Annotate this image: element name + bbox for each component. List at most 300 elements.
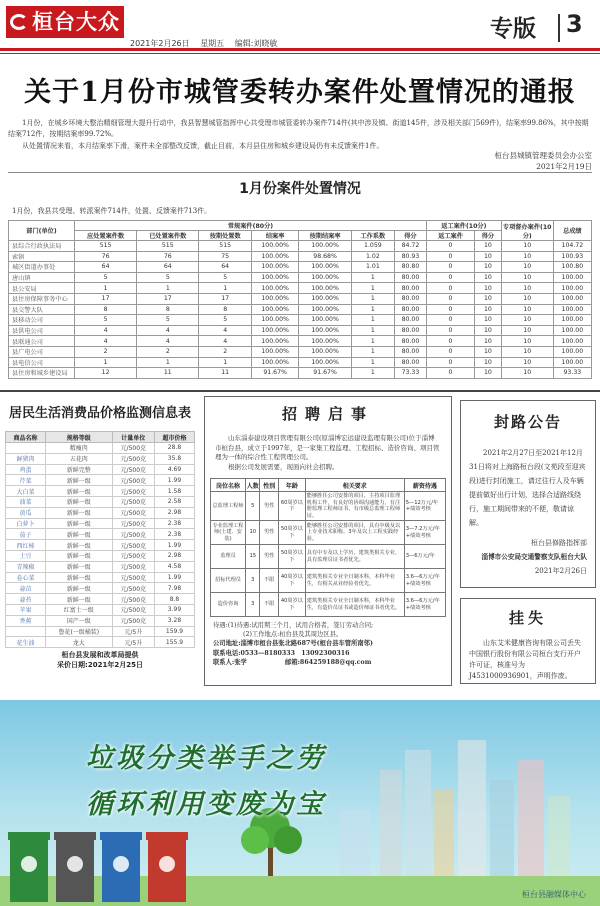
table-cell: 64: [137, 262, 199, 273]
table-cell: 男性: [260, 492, 279, 521]
table-cell: 80.00: [394, 304, 426, 315]
table-cell: 1.02: [351, 251, 394, 262]
table-cell: 1: [351, 293, 394, 304]
recruit-table: [210, 478, 446, 617]
table-cell: 4: [199, 336, 252, 347]
table-cell: 新鲜一级: [45, 518, 112, 529]
table-cell: 2.98: [154, 550, 194, 561]
table-row: [6, 496, 195, 507]
recruit-footer: [205, 617, 451, 671]
product-name-cell: 黄瓜: [6, 507, 46, 518]
table-cell: 新鲜一级: [45, 561, 112, 572]
case-column-header: 按期结案率: [299, 231, 352, 241]
garbage-bin-icon: [54, 832, 96, 902]
table-cell: 10: [475, 262, 502, 273]
product-name-cell: 茄子: [6, 529, 46, 540]
page-number: 3: [566, 10, 583, 38]
case-column-header: 已处置案件数: [137, 231, 199, 241]
table-cell: 国产一级: [45, 615, 112, 626]
product-name-cell: [6, 626, 46, 637]
table-cell: 3.28: [154, 615, 194, 626]
table-cell: 100.00%: [251, 325, 298, 336]
table-cell: 元/500克: [112, 496, 154, 507]
table-cell: 元/500克: [112, 475, 154, 486]
recruit-intro-para: 山东淄泰建设项目管理有限公司(原淄博宏远建设监理有限公司)位于淄博市桓台县，成立于1997年，是一家集工程监理、工程招标、造价咨询、项目管理为一体的综合性工程管理公司。: [215, 434, 440, 461]
product-name-cell: 苹果: [6, 604, 46, 615]
table-cell: 3: [246, 569, 260, 593]
table-row: [9, 368, 592, 379]
case-column-header: 按期处置数: [199, 231, 252, 241]
table-cell: 1.58: [154, 486, 194, 497]
table-cell: 1.059: [351, 241, 394, 252]
table-cell: 100.00%: [251, 304, 298, 315]
table-row: [9, 272, 592, 283]
recruit-column-header: 性别: [260, 479, 279, 492]
table-cell: 15: [246, 545, 260, 569]
case-column-header: 应处置案件数: [75, 231, 137, 241]
table-cell: 3.6—6万元/年+绩效考核: [404, 569, 445, 593]
table-cell: 7.98: [154, 583, 194, 594]
recruit-contact: 联系人:张学: [213, 658, 247, 666]
table-cell: 新鲜一级: [45, 572, 112, 583]
table-cell: 元/500克: [112, 583, 154, 594]
table-row: [6, 486, 195, 497]
case-column-header: 结案率: [251, 231, 298, 241]
table-cell: 100.00%: [251, 336, 298, 347]
top-rule: [0, 48, 600, 51]
table-cell: 3.6—6万元/年+绩效考核: [404, 593, 445, 617]
masthead: [0, 0, 600, 56]
table-cell: 0: [426, 251, 474, 262]
table-cell: 新鲜一级: [45, 594, 112, 605]
table-cell: 专业监理工程师(土建、安装): [211, 521, 246, 545]
table-cell: 新鲜一级: [45, 540, 112, 551]
product-name-cell: 土豆: [6, 550, 46, 561]
dept-name-cell: 县综合行政执法局: [9, 241, 75, 252]
table-row: [6, 540, 195, 551]
table-cell: 100.00: [553, 346, 591, 357]
table-cell: 100.00%: [251, 251, 298, 262]
table-row: [9, 251, 592, 262]
table-cell: 515: [137, 241, 199, 252]
table-cell: 1: [351, 336, 394, 347]
table-cell: 2: [137, 346, 199, 357]
header-return: 返工案件(10分): [426, 221, 501, 231]
closure-signature: [461, 530, 595, 578]
header-special: 专项督办案件(10分): [501, 221, 553, 241]
table-cell: 具有中专及以上学历，建筑类相关专业，具有监理员证书者优先。: [305, 545, 404, 569]
header-total: 总成绩: [553, 221, 591, 241]
table-cell: 4: [199, 325, 252, 336]
table-cell: 75: [199, 251, 252, 262]
logo-text: 桓台大众: [32, 9, 120, 34]
table-cell: 10: [246, 521, 260, 545]
issue-date: 2021年2月26日: [130, 39, 190, 48]
table-cell: 1: [199, 283, 252, 294]
recruit-column-header: 人数: [246, 479, 260, 492]
table-cell: 155.9: [154, 637, 194, 648]
table-cell: 元/500克: [112, 518, 154, 529]
dept-name-cell: 县电信公司: [9, 357, 75, 368]
table-cell: 10: [501, 368, 553, 379]
table-row: [6, 572, 195, 583]
table-cell: 元/500克: [112, 529, 154, 540]
table-cell: 新鲜完整: [45, 464, 112, 475]
table-cell: 新鲜一级: [45, 507, 112, 518]
table-cell: 100.00%: [251, 262, 298, 273]
table-cell: 10: [501, 346, 553, 357]
table-cell: 1: [137, 283, 199, 294]
case-column-header: 工作系数: [351, 231, 394, 241]
table-cell: 100.00%: [251, 272, 298, 283]
product-name-cell: 鸡蛋: [6, 464, 46, 475]
table-cell: 91.67%: [299, 368, 352, 379]
table-cell: 精瘦肉: [45, 443, 112, 454]
table-row: [9, 346, 592, 357]
table-cell: 80.93: [394, 251, 426, 262]
case-column-header: 返工案件: [426, 231, 474, 241]
banner-slogan-line1: 垃圾分类举手之劳: [86, 743, 326, 774]
table-cell: 1: [351, 315, 394, 326]
dept-name-cell: 城区街道办事处: [9, 262, 75, 273]
table-cell: 100.00%: [299, 315, 352, 326]
table-cell: 元/500克: [112, 464, 154, 475]
table-cell: 80.00: [394, 315, 426, 326]
dept-name-cell: 县联通公司: [9, 336, 75, 347]
table-cell: 10: [501, 241, 553, 252]
table-cell: 50周岁以下: [279, 521, 306, 545]
price-column-header: 商品名称: [6, 432, 46, 443]
product-name-cell: 蒜苔: [6, 594, 46, 605]
lost-title: 挂失: [508, 609, 547, 627]
table-cell: 元/500克: [112, 594, 154, 605]
table-row: [9, 241, 592, 252]
table-cell: 10: [501, 357, 553, 368]
table-cell: 龙大: [45, 637, 112, 648]
table-cell: 100.00: [553, 304, 591, 315]
price-collect-date: 采价日期:2021年2月25日: [57, 661, 143, 670]
header-routine: 常规案件(80分): [75, 221, 427, 231]
table-cell: 2.58: [154, 496, 194, 507]
table-cell: 监理员: [211, 545, 246, 569]
table-cell: 0: [426, 241, 474, 252]
table-cell: 5: [137, 315, 199, 326]
recruit-phone: 联系电话:0533—8180333 13092300316: [213, 649, 350, 657]
table-cell: 10: [501, 336, 553, 347]
case-column-header: 得分: [475, 231, 502, 241]
table-cell: 100.00%: [299, 272, 352, 283]
closure-body: 2021年2月27日至2021年12月31日将对上海路桓台段(文苑段至迎宾段)进行封闭施工，请过往行人及车辆提前做好出行计划，选择合适路线绕行，施工期间带来的不便，敬请谅解。: [469, 449, 586, 527]
table-cell: 100.00%: [299, 325, 352, 336]
recruit-email: 邮箱:864259188@qq.com: [285, 658, 372, 666]
table-cell: 100.00: [553, 293, 591, 304]
table-cell: 1: [75, 357, 137, 368]
city-skyline-icon: [340, 740, 570, 880]
table-cell: 100.00%: [251, 315, 298, 326]
price-column-header: 计量单位: [112, 432, 154, 443]
table-cell: 5: [75, 272, 137, 283]
price-monitor-section: [2, 396, 198, 686]
table-cell: 0: [426, 357, 474, 368]
table-cell: 鲁花(一级桶装): [45, 626, 112, 637]
table-cell: 8: [75, 304, 137, 315]
table-row: [6, 443, 195, 454]
table-cell: 60周岁以下: [279, 492, 306, 521]
table-cell: 0: [426, 336, 474, 347]
issue-editor: 编辑:刘晓敏: [234, 39, 278, 48]
table-cell: 1: [75, 283, 137, 294]
table-cell: 10: [475, 368, 502, 379]
product-name-cell: 花生油: [6, 637, 46, 648]
table-cell: 12: [75, 368, 137, 379]
table-row: [9, 262, 592, 273]
table-cell: 元/5升: [112, 637, 154, 648]
table-cell: 2: [75, 346, 137, 357]
issue-weekday: 星期五: [200, 39, 225, 48]
table-cell: 0: [426, 325, 474, 336]
case-table-note: 1月份，我县共受理、转派案件714件，处置、反馈案件713件。: [12, 207, 212, 215]
table-cell: 100.00%: [299, 283, 352, 294]
table-cell: 76: [75, 251, 137, 262]
table-row: [9, 315, 592, 326]
product-name-cell: 白萝卜: [6, 518, 46, 529]
product-name-cell: 油菜: [6, 496, 46, 507]
table-cell: 91.67%: [251, 368, 298, 379]
table-cell: 0: [426, 283, 474, 294]
table-cell: 2.98: [154, 507, 194, 518]
product-name-cell: [6, 443, 46, 454]
table-cell: 10: [501, 272, 553, 283]
table-cell: 5: [199, 315, 252, 326]
table-cell: 3—6万元/年: [404, 545, 445, 569]
dept-name-cell: 县住房和城乡建设局: [9, 368, 75, 379]
table-cell: 总监理工程师: [211, 492, 246, 521]
table-cell: 新鲜一级: [45, 496, 112, 507]
table-row: [211, 569, 446, 593]
table-row: [9, 357, 592, 368]
table-cell: 100.00%: [299, 346, 352, 357]
table-row: [6, 453, 195, 464]
table-row: [6, 561, 195, 572]
recruit-intro-para: 根据公司发展需要，现面向社会招聘。: [228, 462, 339, 471]
table-cell: 40周岁以下: [279, 569, 306, 593]
table-cell: 建筑类相关专业全日制本科，本科毕业生，有造价员证书或造价师证书者优先。: [305, 593, 404, 617]
garbage-bin-icon: [146, 832, 188, 902]
table-cell: 新鲜一级: [45, 475, 112, 486]
recruit-column-header: 岗位名称: [211, 479, 246, 492]
table-row: [6, 604, 195, 615]
table-cell: 80.00: [394, 283, 426, 294]
price-column-header: 规格等级: [45, 432, 112, 443]
price-table-header: [6, 432, 195, 443]
table-cell: 11: [137, 368, 199, 379]
table-cell: 元/500克: [112, 561, 154, 572]
table-cell: 35.8: [154, 453, 194, 464]
table-cell: 100.00: [553, 315, 591, 326]
table-cell: 80.00: [394, 357, 426, 368]
table-cell: 100.00%: [299, 262, 352, 273]
price-footer: [2, 650, 198, 670]
table-cell: 17: [199, 293, 252, 304]
table-cell: 1: [199, 357, 252, 368]
closure-sign-org: 淄博市公安局交通警察支队桓台大队: [481, 553, 587, 561]
table-cell: 3—7.2万元/年+绩效考核: [404, 521, 445, 545]
table-cell: 新鲜一级: [45, 550, 112, 561]
recruit-title: 招聘启事: [281, 405, 374, 423]
table-cell: 11: [199, 368, 252, 379]
table-cell: 五花肉: [45, 453, 112, 464]
dept-name-cell: 县交警大队: [9, 304, 75, 315]
table-cell: 100.00%: [299, 241, 352, 252]
table-cell: 28.8: [154, 443, 194, 454]
table-cell: 元/5升: [112, 626, 154, 637]
product-name-cell: 芹菜: [6, 475, 46, 486]
table-cell: 40周岁以下: [279, 593, 306, 617]
table-cell: 100.00%: [299, 304, 352, 315]
garbage-bin-icon: [8, 832, 50, 902]
table-cell: 0: [426, 304, 474, 315]
table-cell: 新鲜一级: [45, 583, 112, 594]
table-cell: 0: [426, 272, 474, 283]
table-cell: 10: [475, 272, 502, 283]
table-cell: 4: [75, 325, 137, 336]
table-cell: 1: [351, 346, 394, 357]
table-cell: 73.33: [394, 368, 426, 379]
case-table-title: 1月份案件处置情况: [239, 181, 361, 197]
table-cell: 100.00: [553, 283, 591, 294]
dept-name-cell: 县住房保障事务中心: [9, 293, 75, 304]
table-cell: 元/500克: [112, 604, 154, 615]
table-cell: 1: [351, 357, 394, 368]
price-title: 居民生活消费品价格监测信息表: [8, 406, 191, 421]
table-cell: 1.01: [351, 262, 394, 273]
table-cell: 红富士一级: [45, 604, 112, 615]
table-cell: 0: [426, 262, 474, 273]
table-cell: 100.00%: [251, 241, 298, 252]
table-row: [6, 594, 195, 605]
table-cell: 100.00: [553, 272, 591, 283]
table-cell: 0: [426, 368, 474, 379]
table-row: [6, 550, 195, 561]
closure-sign-date: 2021年2月26日: [534, 567, 587, 575]
table-cell: 4: [137, 336, 199, 347]
bulletin-paragraph: 1月份，在城乡环境大整治精细管理大提升行动中，我县智慧城管指挥中心共受理市城管委转办案件714件(其中涉及镇、街道145件，涉及相关部门569件)，结案率99.86%，其中按期结案712件，按期结案率99.72%。: [8, 119, 589, 138]
table-cell: 80.00: [394, 293, 426, 304]
table-cell: 1.99: [154, 475, 194, 486]
product-name-cell: 青辣椒: [6, 561, 46, 572]
table-row: [211, 521, 446, 545]
table-cell: 能够胜任公司安排的项目，具有中级及以上专业技术职称，3年及以上工程实践经验。: [305, 521, 404, 545]
table-cell: 80.00: [394, 325, 426, 336]
table-cell: 100.00: [553, 325, 591, 336]
recruit-contact-line: [213, 658, 443, 667]
table-cell: 不限: [260, 593, 279, 617]
table-cell: 4.69: [154, 464, 194, 475]
table-cell: 4: [137, 325, 199, 336]
table-cell: 10: [475, 241, 502, 252]
table-cell: 50周岁以下: [279, 545, 306, 569]
table-row: [6, 583, 195, 594]
table-cell: 10: [475, 325, 502, 336]
table-row: [211, 593, 446, 617]
table-cell: 100.00%: [299, 336, 352, 347]
table-cell: 93.33: [553, 368, 591, 379]
table-cell: 84.72: [394, 241, 426, 252]
table-cell: 1: [351, 283, 394, 294]
table-row: [6, 626, 195, 637]
table-cell: 1: [351, 272, 394, 283]
case-column-header: 得分: [394, 231, 426, 241]
section-rule: [8, 172, 592, 173]
table-cell: 元/500克: [112, 550, 154, 561]
recruit-column-header: 年龄: [279, 479, 306, 492]
table-cell: 3.99: [154, 604, 194, 615]
table-cell: 64: [199, 262, 252, 273]
recruit-benefit: (2)工作地点:桓台县及其周边区县。: [243, 631, 343, 639]
table-cell: 100.00: [553, 336, 591, 347]
table-cell: 元/500克: [112, 572, 154, 583]
table-cell: 10: [475, 346, 502, 357]
table-cell: 10: [475, 293, 502, 304]
road-closure-notice: [460, 400, 596, 588]
table-cell: 100.93: [553, 251, 591, 262]
section-divider: [558, 14, 560, 42]
recruit-column-header: 薪资待遇: [404, 479, 445, 492]
table-cell: 招标代理员: [211, 569, 246, 593]
table-cell: 1: [351, 368, 394, 379]
table-cell: 17: [137, 293, 199, 304]
table-cell: 100.00%: [251, 293, 298, 304]
table-cell: 不限: [260, 569, 279, 593]
table-cell: 10: [475, 283, 502, 294]
table-row: [6, 615, 195, 626]
table-cell: 10: [501, 262, 553, 273]
bulletin-sign-org: 桓台县城镇管理委员会办公室: [494, 151, 592, 160]
table-cell: 5: [199, 272, 252, 283]
table-cell: 100.00%: [299, 293, 352, 304]
table-cell: 5: [246, 492, 260, 521]
lost-notice: [460, 598, 596, 684]
top-rule-thin: [0, 53, 600, 54]
recruit-table-body: [211, 492, 446, 617]
table-cell: 4.58: [154, 561, 194, 572]
table-cell: 元/500克: [112, 615, 154, 626]
table-cell: 建筑类相关专业全日制本科，本科毕业生，有相关从业经验者优先。: [305, 569, 404, 593]
bulletin-paragraph: 从处置情况来看，本月结案率下滑，案件未全部整改反馈，截止目前，本月县住房和城乡建设局仍有未反馈案件1件。: [22, 142, 384, 150]
price-source: 桓台县发展和改革局提供: [61, 651, 139, 660]
section-label: 专版: [490, 16, 536, 42]
table-cell: 100.00: [553, 357, 591, 368]
price-table-body: [6, 443, 195, 648]
table-cell: 10: [475, 315, 502, 326]
table-cell: 8: [137, 304, 199, 315]
table-cell: 0: [426, 315, 474, 326]
table-cell: 10: [475, 251, 502, 262]
table-row: [211, 545, 446, 569]
case-table-group-header: [9, 221, 592, 231]
table-cell: 新鲜一级: [45, 486, 112, 497]
recruitment-section: [204, 396, 452, 686]
dept-name-cell: 索镇: [9, 251, 75, 262]
table-row: [6, 475, 195, 486]
price-column-header: 超市价格: [154, 432, 194, 443]
dept-name-cell: 县移动公司: [9, 315, 75, 326]
bulletin-sign-date: 2021年2月19日: [536, 162, 592, 171]
table-cell: 2: [199, 346, 252, 357]
table-cell: 515: [75, 241, 137, 252]
table-cell: 0: [426, 293, 474, 304]
table-cell: 10: [475, 336, 502, 347]
